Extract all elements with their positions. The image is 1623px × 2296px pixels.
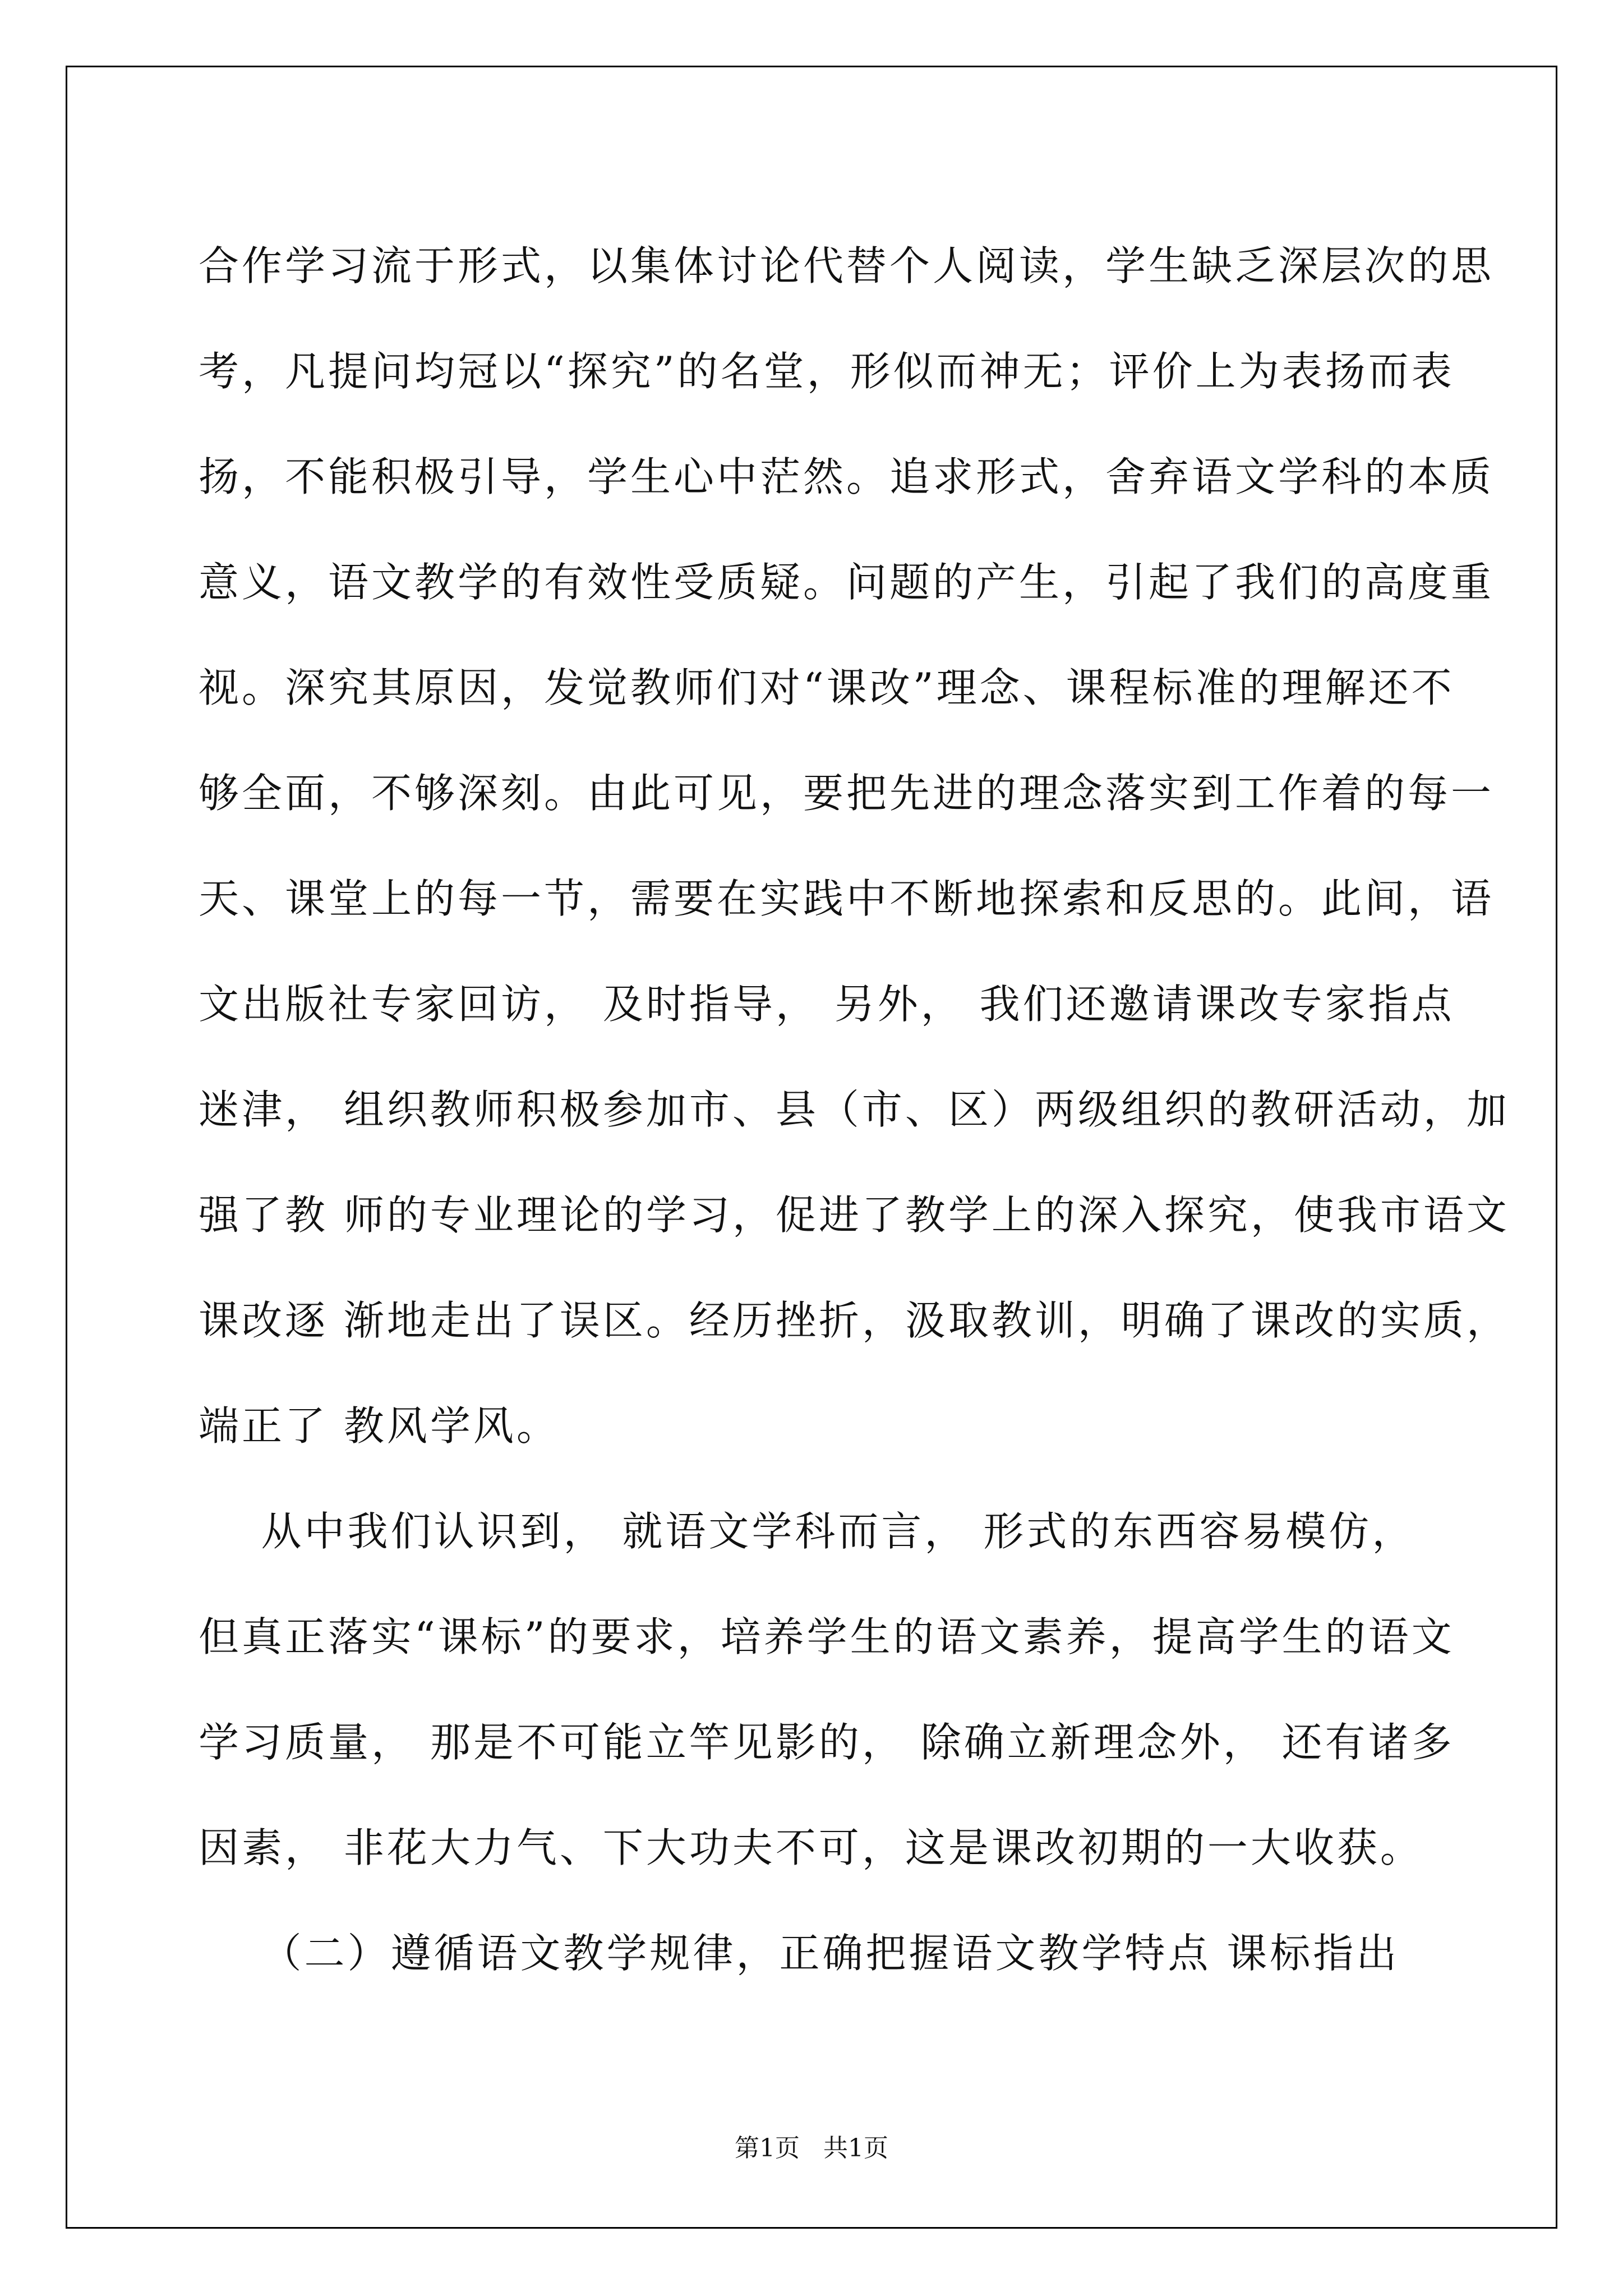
text-line: 合作学习流于形式，以集体讨论代替个人阅读，学生缺乏深层次的思 xyxy=(199,242,1495,289)
page-number-footer: 第1页 共1页 xyxy=(735,2134,888,2162)
text-line: 文出版社专家回访， 及时指导， 另外， 我们还邀请课改专家指点 xyxy=(199,981,1455,1028)
document-body xyxy=(199,213,1510,2006)
text-line: （二）遵循语文教学规律，正确把握语文教学特点 课标指出 xyxy=(199,1930,1400,1977)
text-line: 意义，语文教学的有效性受质疑。问题的产生，引起了我们的高度重 xyxy=(199,559,1495,606)
text-line: 因素， 非花大力气、下大功夫不可，这是课改初期的一大收获。 xyxy=(199,1824,1423,1871)
text-line: 课改逐 渐地走出了误区。经历挫折，汲取教训，明确了课改的实质， xyxy=(199,1297,1510,1344)
text-line: 学习质量， 那是不可能立竿见影的， 除确立新理念外， 还有诸多 xyxy=(199,1719,1455,1766)
text-line: 扬，不能积极引导，学生心中茫然。追求形式，舍弃语文学科的本质 xyxy=(199,453,1495,500)
text-line: 端正了 教风学风。 xyxy=(199,1402,560,1450)
text-line: 视。深究其原因，发觉教师们对“课改”理念、课程标准的理解还不 xyxy=(199,664,1455,711)
text-line: 考，凡提问均冠以“探究”的名堂，形似而神无；评价上为表扬而表 xyxy=(199,348,1455,395)
text-line: 天、课堂上的每一节，需要在实践中不断地探索和反思的。此间，语 xyxy=(199,875,1495,922)
text-line: 但真正落实“课标”的要求，培养学生的语文素养，提高学生的语文 xyxy=(199,1613,1455,1660)
text-line: 够全面，不够深刻。由此可见，要把先进的理念落实到工作着的每一 xyxy=(199,770,1495,817)
text-line: 从中我们认识到， 就语文学科而言， 形式的东西容易模仿， xyxy=(199,1508,1415,1555)
text-line: 迷津， 组织教师积极参加市、县（市、区）两级组织的教研活动，加 xyxy=(199,1086,1510,1133)
text-line: 强了教 师的专业理论的学习，促进了教学上的深入探究，使我市语文 xyxy=(199,1191,1510,1239)
